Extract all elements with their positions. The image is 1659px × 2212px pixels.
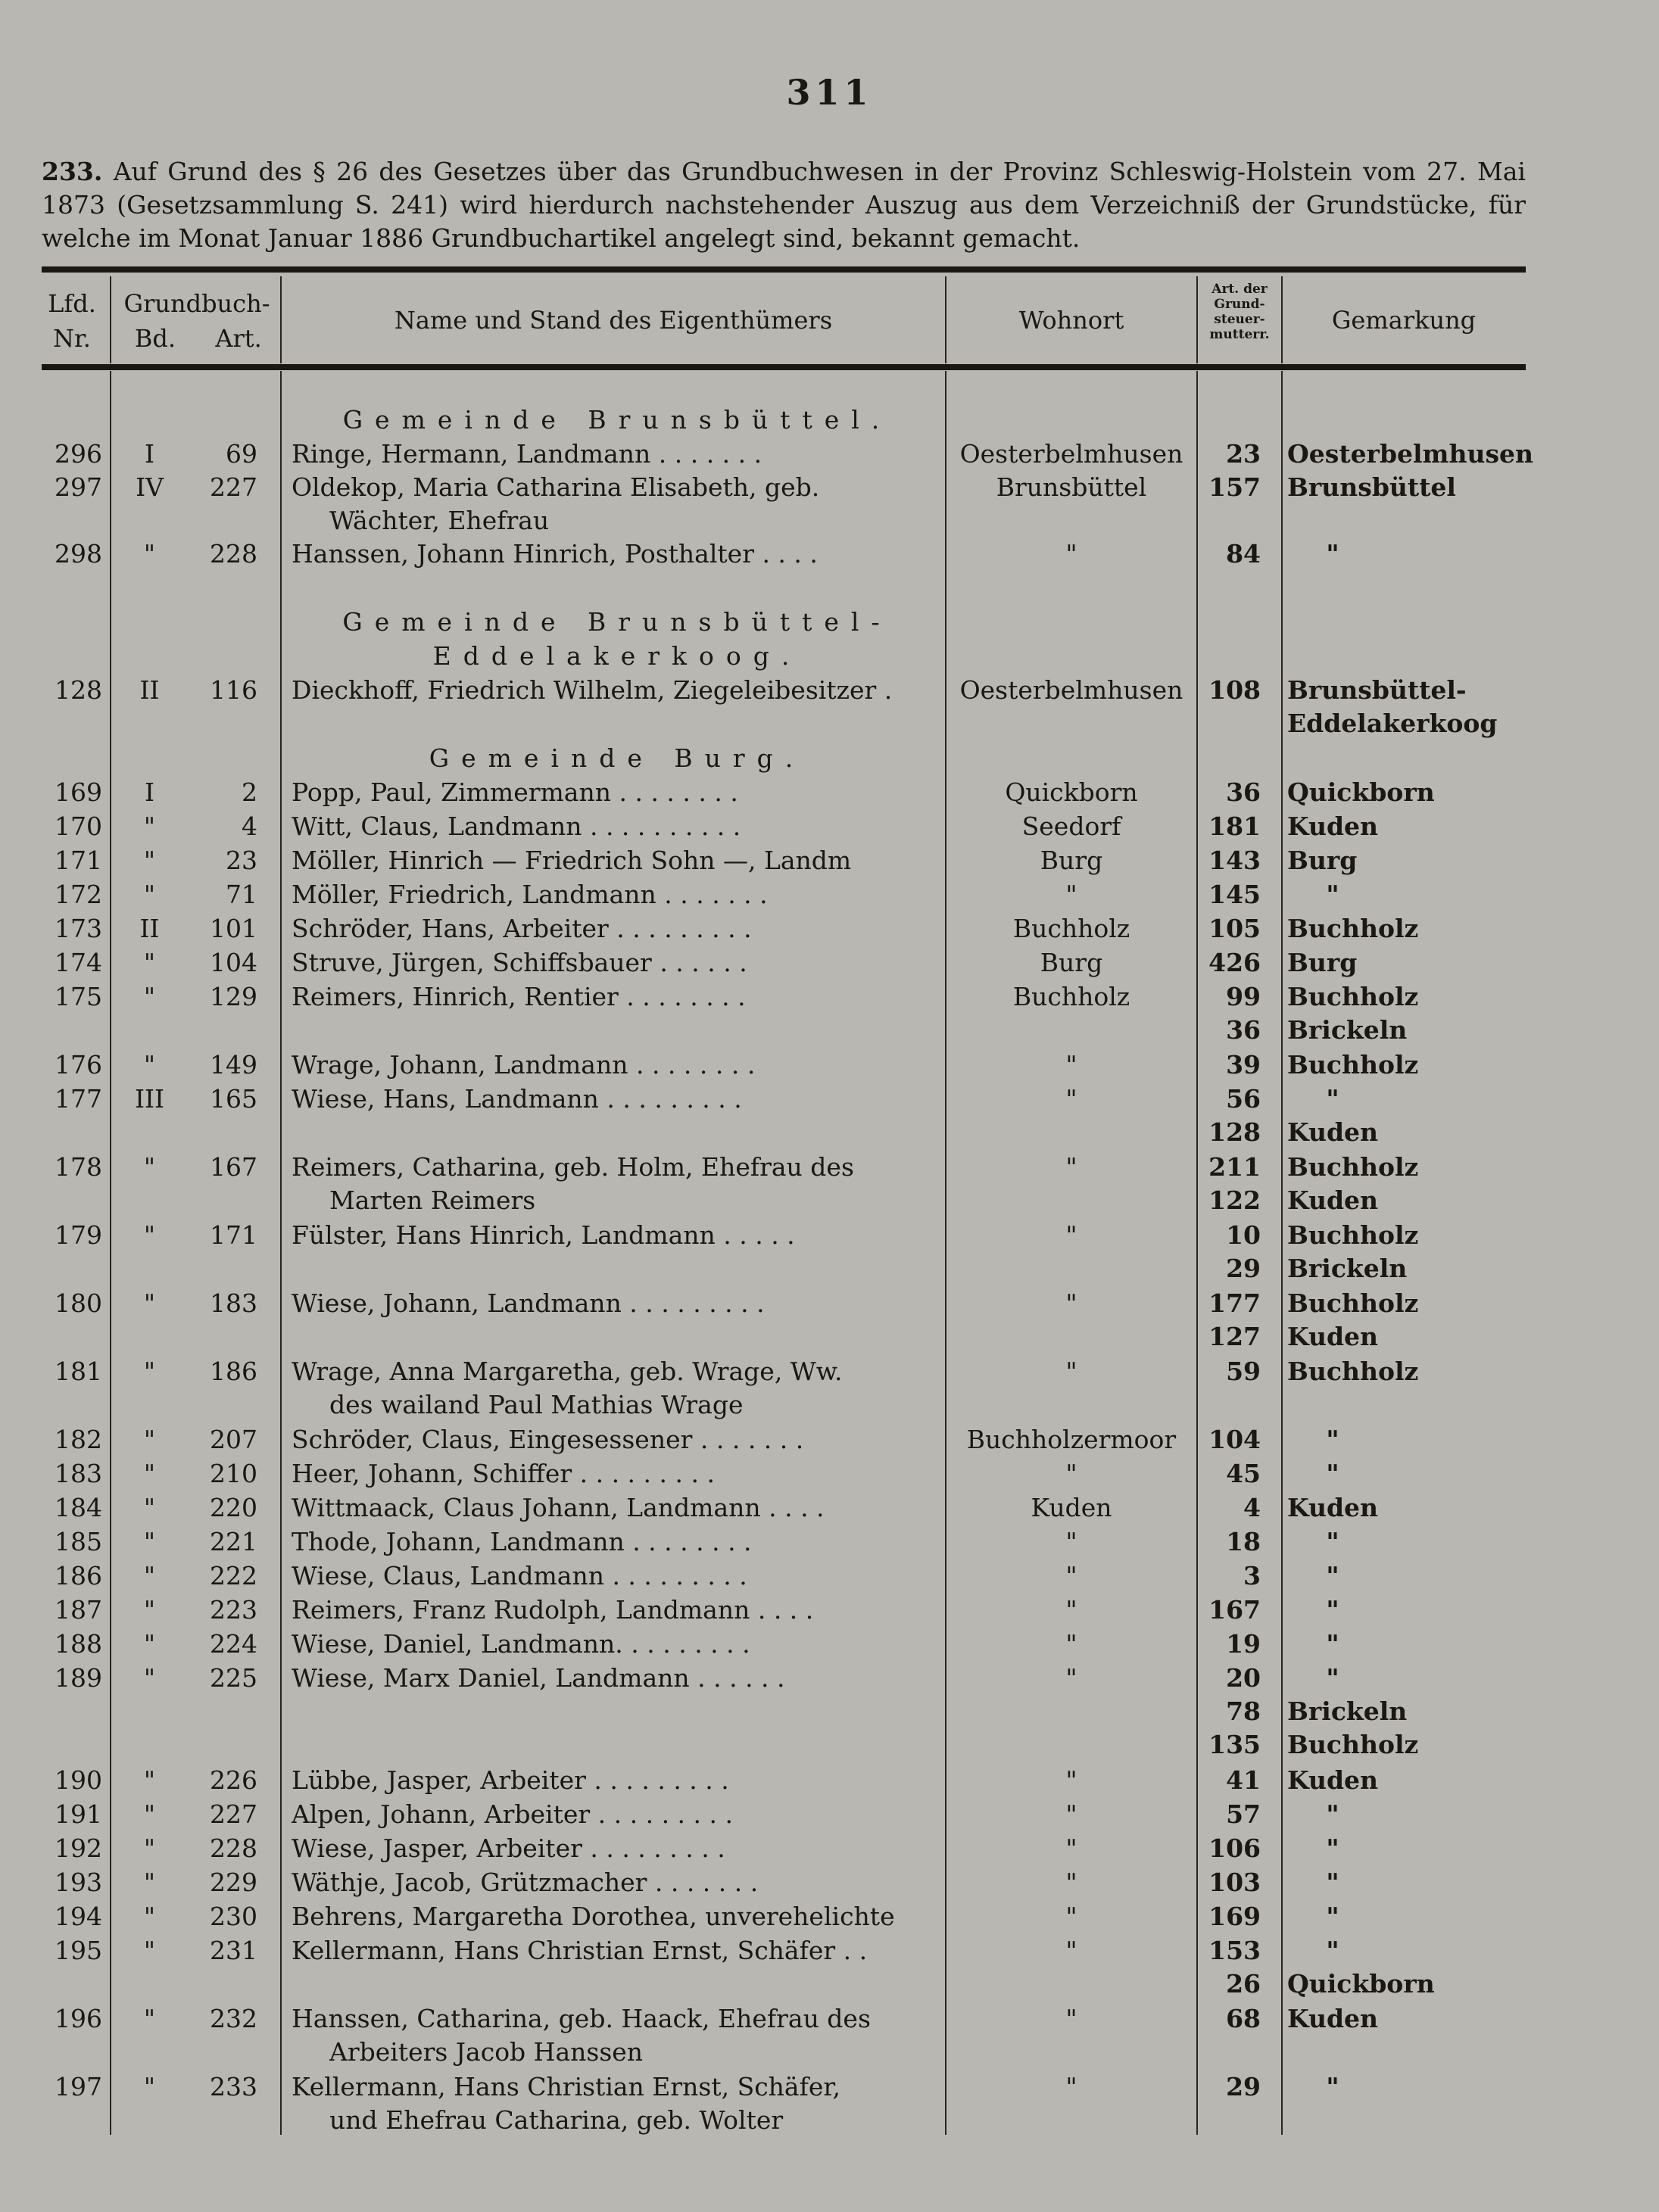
cell-wohnort: Burg: [1040, 846, 1103, 875]
cell-band: III: [134, 1084, 165, 1114]
cell-wohnort: ": [1065, 1527, 1077, 1556]
cell-lfd-nr: 184: [55, 1493, 102, 1522]
cell-grundsteuer-art: 145: [1208, 880, 1261, 909]
cell-band: ": [143, 1527, 156, 1556]
cell-band: ": [143, 1799, 156, 1829]
notice-text: Auf Grund des § 26 des Gesetzes über das Grundbuchwesen in der Provinz Schleswig-Holstein vom 27. Mai 1873 (Gesetzsammlung S. 241) wird hierdurch nachstehender Auszug aus dem Verzeichniß der Grundstücke, für welche im Monat Januar 1886 Grundbuchartikel angelegt sind, bekannt gemacht.: [42, 157, 1526, 253]
cell-lfd-nr: 175: [55, 982, 102, 1011]
cell-grundsteuer-art: 3: [1243, 1561, 1261, 1590]
cell-gemarkung: ": [1326, 1902, 1339, 1931]
notice-number: 233.: [42, 157, 103, 186]
cell-gemarkung: Burg: [1287, 846, 1358, 875]
cell-wohnort: ": [1065, 1595, 1077, 1625]
header-name: Name und Stand des Eigenthümers: [394, 306, 833, 335]
cell-owner-name: Witt, Claus, Landmann . . . . . . . . . .: [292, 812, 741, 841]
cell-band: ": [143, 1902, 156, 1931]
cell-owner-name: Thode, Johann, Landmann . . . . . . . .: [292, 1527, 752, 1556]
cell-wohnort: ": [1065, 1663, 1077, 1693]
cell-owner-name-continued: des wailand Paul Mathias Wrage: [329, 1390, 744, 1419]
cell-grundsteuer-art: 56: [1226, 1084, 1261, 1114]
cell-band: ": [143, 1868, 156, 1897]
cell-lfd-nr: 191: [55, 1799, 102, 1829]
cell-grundsteuer-art: 59: [1226, 1357, 1261, 1386]
cell-owner-name: Reimers, Franz Rudolph, Landmann . . . .: [292, 1595, 814, 1625]
cell-band: ": [143, 1493, 156, 1522]
cell-artikel: 129: [210, 982, 257, 1011]
cell-artikel: 165: [210, 1084, 257, 1114]
cell-gemarkung: Kuden: [1287, 1493, 1379, 1522]
cell-grundsteuer-art: 36: [1226, 777, 1261, 807]
cell-artikel: 224: [210, 1629, 257, 1659]
cell-gemarkung: ": [1326, 1833, 1339, 1863]
cell-wohnort: ": [1065, 1459, 1077, 1488]
cell-band: II: [139, 675, 160, 705]
cell-grundsteuer-art: 23: [1226, 439, 1261, 469]
cell-band: I: [144, 777, 155, 807]
cell-wohnort: ": [1065, 880, 1077, 909]
cell-wohnort: Buchholz: [1012, 982, 1130, 1011]
cell-band: ": [143, 1050, 156, 1080]
cell-lfd-nr: 183: [55, 1459, 102, 1488]
cell-lfd-nr: 174: [55, 948, 102, 977]
cell-owner-name: Wiese, Hans, Landmann . . . . . . . . .: [292, 1084, 742, 1114]
cell-owner-name: Wiese, Marx Daniel, Landmann . . . . . .: [292, 1663, 785, 1693]
cell-gemarkung: Buchholz: [1287, 1357, 1419, 1386]
cell-grundsteuer-art: 10: [1226, 1220, 1261, 1250]
cell-gemarkung: Buchholz: [1287, 982, 1419, 1011]
cell-grundsteuer-art-extra: 128: [1208, 1117, 1261, 1147]
header-bd: Bd.: [134, 324, 176, 353]
cell-owner-name: Dieckhoff, Friedrich Wilhelm, Ziegeleibesitzer .: [292, 675, 893, 705]
cell-lfd-nr: 170: [55, 812, 102, 841]
cell-grundsteuer-art: 99: [1226, 982, 1261, 1011]
cell-gemarkung: Kuden: [1287, 812, 1379, 841]
cell-owner-name: Wiese, Jasper, Arbeiter . . . . . . . . .: [292, 1833, 725, 1863]
cell-wohnort: ": [1065, 1220, 1077, 1250]
cell-lfd-nr: 176: [55, 1050, 102, 1080]
cell-owner-name: Schröder, Hans, Arbeiter . . . . . . . . .: [292, 914, 752, 943]
cell-owner-name: Ringe, Hermann, Landmann . . . . . . .: [292, 439, 762, 469]
header-lfd-nr: [34, 286, 110, 356]
cell-wohnort: ": [1065, 1936, 1077, 1965]
cell-grundsteuer-art-extra: 78: [1226, 1696, 1261, 1726]
cell-owner-name: Wrage, Johann, Landmann . . . . . . . .: [292, 1050, 756, 1080]
header-wohnort: Wohnort: [1018, 306, 1124, 335]
section-title: Gemeinde Brunsbüttel.: [342, 405, 892, 435]
cell-lfd-nr: 297: [55, 472, 102, 502]
cell-grundsteuer-art: 39: [1226, 1050, 1261, 1080]
header-art-der-4: mutterr.: [1209, 327, 1270, 342]
header-top-rule: [42, 266, 1526, 273]
cell-wohnort: ": [1065, 1765, 1077, 1795]
cell-owner-name-continued: und Ehefrau Catharina, geb. Wolter: [329, 2105, 784, 2135]
cell-gemarkung: ": [1326, 1527, 1339, 1556]
cell-artikel: 228: [210, 1833, 257, 1863]
cell-grundsteuer-art: 57: [1226, 1799, 1261, 1829]
cell-gemarkung: ": [1326, 880, 1339, 909]
cell-gemarkung: Buchholz: [1287, 1050, 1419, 1080]
cell-owner-name-continued: Arbeiters Jacob Hanssen: [329, 2037, 644, 2067]
header-lfd: Lfd.: [48, 289, 96, 318]
cell-lfd-nr: 196: [55, 2004, 102, 2033]
cell-gemarkung: ": [1326, 539, 1339, 569]
cell-artikel: 233: [210, 2072, 257, 2101]
cell-band: ": [143, 2004, 156, 2033]
cell-band: ": [143, 1595, 156, 1625]
cell-gemarkung: ": [1326, 1936, 1339, 1965]
cell-grundsteuer-art: 29: [1226, 2072, 1261, 2101]
cell-owner-name: Möller, Hinrich — Friedrich Sohn —, Landm: [292, 846, 852, 875]
cell-grundsteuer-art-extra: 29: [1226, 1254, 1261, 1283]
cell-gemarkung: ": [1326, 1561, 1339, 1590]
cell-grundsteuer-art: 177: [1208, 1288, 1261, 1318]
cell-gemarkung-extra: Brickeln: [1287, 1015, 1408, 1045]
cell-band: ": [143, 1459, 156, 1488]
cell-artikel: 225: [210, 1663, 257, 1693]
cell-gemarkung-extra: Kuden: [1287, 1117, 1379, 1147]
cell-wohnort: Buchholzermoor: [966, 1425, 1177, 1454]
cell-grundsteuer-art: 84: [1226, 539, 1261, 569]
cell-wohnort: ": [1065, 2004, 1077, 2033]
cell-wohnort: Kuden: [1031, 1493, 1112, 1522]
cell-band: ": [143, 539, 156, 569]
cell-grundsteuer-art: 167: [1208, 1595, 1261, 1625]
cell-grundsteuer-art: 105: [1208, 914, 1261, 943]
cell-gemarkung: ": [1326, 1663, 1339, 1693]
cell-gemarkung: ": [1326, 2072, 1339, 2101]
cell-gemarkung: Buchholz: [1287, 1288, 1419, 1318]
cell-gemarkung: ": [1326, 1459, 1339, 1488]
cell-lfd-nr: 197: [55, 2072, 102, 2101]
cell-gemarkung: ": [1326, 1084, 1339, 1114]
cell-artikel: 222: [210, 1561, 257, 1590]
cell-artikel: 167: [210, 1152, 257, 1182]
cell-wohnort: ": [1065, 1868, 1077, 1897]
cell-owner-name: Alpen, Johann, Arbeiter . . . . . . . . .: [292, 1799, 733, 1829]
cell-owner-name: Hanssen, Johann Hinrich, Posthalter . . . .: [292, 539, 818, 569]
cell-wohnort: ": [1065, 2072, 1077, 2101]
page-number: 311: [786, 72, 873, 113]
cell-gemarkung: Kuden: [1287, 2004, 1379, 2033]
cell-artikel: 69: [226, 439, 257, 469]
cell-artikel: 228: [210, 539, 257, 569]
cell-grundsteuer-art: 426: [1208, 948, 1261, 977]
cell-grundsteuer-art: 18: [1226, 1527, 1261, 1556]
cell-artikel: 171: [210, 1220, 257, 1250]
cell-owner-name: Wittmaack, Claus Johann, Landmann . . . .: [292, 1493, 825, 1522]
cell-band: ": [143, 1357, 156, 1386]
cell-artikel: 210: [210, 1459, 257, 1488]
header-grundbuch-label: Grundbuch-: [123, 289, 270, 318]
cell-lfd-nr: 296: [55, 439, 102, 469]
cell-owner-name-continued: Marten Reimers: [329, 1185, 536, 1215]
cell-owner-name: Wiese, Daniel, Landmann. . . . . . . . .: [292, 1629, 750, 1659]
cell-band: ": [143, 948, 156, 977]
cell-artikel: 71: [226, 880, 257, 909]
cell-band: ": [143, 846, 156, 875]
section-title: Gemeinde Brunsbüttel-: [342, 607, 892, 637]
cell-wohnort: ": [1065, 1152, 1077, 1182]
cell-band: ": [143, 1220, 156, 1250]
cell-gemarkung: Quickborn: [1287, 777, 1435, 807]
header-divider: [110, 276, 111, 363]
cell-owner-name-continued: Wächter, Ehefrau: [329, 506, 550, 535]
cell-lfd-nr: 298: [55, 539, 102, 569]
cell-grundsteuer-art: 20: [1226, 1663, 1261, 1693]
cell-band: ": [143, 1833, 156, 1863]
cell-wohnort: Burg: [1040, 948, 1103, 977]
cell-owner-name: Wiese, Claus, Landmann . . . . . . . . .: [292, 1561, 747, 1590]
cell-grundsteuer-art: 106: [1208, 1833, 1261, 1863]
cell-wohnort: ": [1065, 1050, 1077, 1080]
cell-artikel: 101: [210, 914, 257, 943]
cell-gemarkung-extra: Eddelakerkoog: [1287, 709, 1498, 738]
cell-artikel: 116: [210, 675, 257, 705]
cell-lfd-nr: 188: [55, 1629, 102, 1659]
header-grundbuch: [114, 286, 280, 356]
cell-grundsteuer-art: 181: [1208, 812, 1261, 841]
cell-wohnort: Oesterbelmhusen: [959, 675, 1183, 705]
cell-owner-name: Heer, Johann, Schiffer . . . . . . . . .: [292, 1459, 715, 1488]
cell-grundsteuer-art: 143: [1208, 846, 1261, 875]
header-art-der-3: steuer-: [1214, 312, 1265, 327]
cell-owner-name: Struve, Jürgen, Schiffsbauer . . . . . .: [292, 948, 747, 977]
cell-owner-name: Kellermann, Hans Christian Ernst, Schäfer . .: [292, 1936, 868, 1965]
cell-artikel: 4: [242, 812, 257, 841]
cell-owner-name: Reimers, Hinrich, Rentier . . . . . . . .: [292, 982, 746, 1011]
cell-gemarkung: ": [1326, 1868, 1339, 1897]
cell-grundsteuer-art-extra: 127: [1208, 1322, 1261, 1351]
cell-band: ": [143, 1629, 156, 1659]
cell-band: ": [143, 1663, 156, 1693]
cell-wohnort: Brunsbüttel: [996, 472, 1147, 502]
cell-lfd-nr: 195: [55, 1936, 102, 1965]
cell-gemarkung: Buchholz: [1287, 1220, 1419, 1250]
cell-wohnort: Buchholz: [1012, 914, 1130, 943]
cell-lfd-nr: 192: [55, 1833, 102, 1863]
cell-grundsteuer-art-extra: 36: [1226, 1015, 1261, 1045]
cell-grundsteuer-art: 68: [1226, 2004, 1261, 2033]
cell-owner-name: Fülster, Hans Hinrich, Landmann . . . . .: [292, 1220, 795, 1250]
cell-owner-name: Wrage, Anna Margaretha, geb. Wrage, Ww.: [292, 1357, 843, 1386]
cell-wohnort: ": [1065, 1833, 1077, 1863]
cell-wohnort: ": [1065, 1084, 1077, 1114]
cell-grundsteuer-art-extra: 26: [1226, 1969, 1261, 1999]
cell-grundsteuer-art: 157: [1208, 472, 1261, 502]
cell-artikel: 186: [210, 1357, 257, 1386]
cell-artikel: 231: [210, 1936, 257, 1965]
cell-wohnort: ": [1065, 1357, 1077, 1386]
column-divider: [945, 371, 946, 2135]
cell-owner-name: Reimers, Catharina, geb. Holm, Ehefrau des: [292, 1152, 854, 1182]
cell-grundsteuer-art: 103: [1208, 1868, 1261, 1897]
cell-gemarkung-extra: Kuden: [1287, 1322, 1379, 1351]
cell-lfd-nr: 181: [55, 1357, 102, 1386]
cell-wohnort: Oesterbelmhusen: [959, 439, 1183, 469]
cell-gemarkung: ": [1326, 1799, 1339, 1829]
cell-artikel: 226: [210, 1765, 257, 1795]
cell-owner-name: Hanssen, Catharina, geb. Haack, Ehefrau des: [292, 2004, 871, 2033]
cell-lfd-nr: 173: [55, 914, 102, 943]
cell-gemarkung: Burg: [1287, 948, 1358, 977]
column-divider: [1196, 371, 1198, 2135]
cell-lfd-nr: 172: [55, 880, 102, 909]
cell-band: ": [143, 880, 156, 909]
cell-grundsteuer-art: 169: [1208, 1902, 1261, 1931]
cell-owner-name: Wiese, Johann, Landmann . . . . . . . . .: [292, 1288, 765, 1318]
cell-gemarkung: ": [1326, 1629, 1339, 1659]
cell-band: ": [143, 1936, 156, 1965]
cell-lfd-nr: 179: [55, 1220, 102, 1250]
cell-artikel: 227: [210, 472, 257, 502]
cell-band: II: [139, 914, 160, 943]
cell-owner-name: Oldekop, Maria Catharina Elisabeth, geb.: [292, 472, 820, 502]
header-gemarkung: Gemarkung: [1331, 306, 1477, 335]
cell-owner-name: Schröder, Claus, Eingesessener . . . . . . .: [292, 1425, 804, 1454]
cell-owner-name: Kellermann, Hans Christian Ernst, Schäfer,: [292, 2072, 840, 2101]
cell-owner-name: Möller, Friedrich, Landmann . . . . . . .: [292, 880, 768, 909]
cell-lfd-nr: 128: [55, 675, 102, 705]
cell-wohnort: ": [1065, 1561, 1077, 1590]
section-title: Eddelakerkoog.: [432, 641, 802, 671]
cell-lfd-nr: 187: [55, 1595, 102, 1625]
cell-gemarkung-extra: Quickborn: [1287, 1969, 1435, 1999]
cell-gemarkung-extra: Brickeln: [1287, 1254, 1408, 1283]
header-bottom-rule: [42, 364, 1526, 370]
cell-lfd-nr: 177: [55, 1084, 102, 1114]
column-divider: [1281, 371, 1283, 2135]
section-title: Gemeinde Burg.: [429, 743, 806, 773]
cell-lfd-nr: 178: [55, 1152, 102, 1182]
cell-grundsteuer-art: 104: [1208, 1425, 1261, 1454]
cell-grundsteuer-art: 4: [1243, 1493, 1261, 1522]
cell-grundsteuer-art: 41: [1226, 1765, 1261, 1795]
cell-wohnort: ": [1065, 1288, 1077, 1318]
column-divider: [110, 371, 111, 2135]
intro-paragraph: [42, 155, 1526, 255]
cell-gemarkung: ": [1326, 1595, 1339, 1625]
cell-gemarkung: Buchholz: [1287, 914, 1419, 943]
cell-artikel: 207: [210, 1425, 257, 1454]
cell-artikel: 221: [210, 1527, 257, 1556]
cell-band: I: [144, 439, 155, 469]
cell-wohnort: ": [1065, 1902, 1077, 1931]
cell-grundsteuer-art: 19: [1226, 1629, 1261, 1659]
cell-artikel: 220: [210, 1493, 257, 1522]
cell-lfd-nr: 169: [55, 777, 102, 807]
cell-grundsteuer-art: 108: [1208, 675, 1261, 705]
cell-artikel: 232: [210, 2004, 257, 2033]
cell-grundsteuer-art-extra: 135: [1208, 1730, 1261, 1759]
cell-lfd-nr: 194: [55, 1902, 102, 1931]
cell-lfd-nr: 193: [55, 1868, 102, 1897]
cell-gemarkung-extra: Brickeln: [1287, 1696, 1408, 1726]
cell-owner-name: Behrens, Margaretha Dorothea, unverehelichte: [292, 1902, 895, 1931]
cell-lfd-nr: 180: [55, 1288, 102, 1318]
cell-band: ": [143, 812, 156, 841]
cell-wohnort: ": [1065, 539, 1077, 569]
cell-band: ": [143, 1561, 156, 1590]
cell-grundsteuer-art: 153: [1208, 1936, 1261, 1965]
cell-band: ": [143, 1765, 156, 1795]
cell-lfd-nr: 186: [55, 1561, 102, 1590]
cell-lfd-nr: 171: [55, 846, 102, 875]
cell-artikel: 149: [210, 1050, 257, 1080]
cell-gemarkung-extra: Kuden: [1287, 1185, 1379, 1215]
cell-wohnort: Seedorf: [1021, 812, 1121, 841]
column-divider: [280, 371, 282, 2135]
cell-artikel: 229: [210, 1868, 257, 1897]
cell-grundsteuer-art-extra: 122: [1208, 1185, 1261, 1215]
cell-gemarkung-extra: Buchholz: [1287, 1730, 1419, 1759]
cell-wohnort: ": [1065, 1629, 1077, 1659]
cell-artikel: 2: [242, 777, 257, 807]
cell-gemarkung: ": [1326, 1425, 1339, 1454]
cell-artikel: 183: [210, 1288, 257, 1318]
cell-gemarkung: Kuden: [1287, 1765, 1379, 1795]
cell-artikel: 227: [210, 1799, 257, 1829]
cell-lfd-nr: 185: [55, 1527, 102, 1556]
cell-wohnort: ": [1065, 1799, 1077, 1829]
cell-lfd-nr: 189: [55, 1663, 102, 1693]
cell-band: ": [143, 982, 156, 1011]
cell-owner-name: Popp, Paul, Zimmermann . . . . . . . .: [292, 777, 738, 807]
cell-owner-name: Wäthje, Jacob, Grützmacher . . . . . . .: [292, 1868, 759, 1897]
cell-artikel: 223: [210, 1595, 257, 1625]
cell-band: IV: [136, 472, 164, 502]
header-nr: Nr.: [53, 324, 91, 353]
cell-artikel: 230: [210, 1902, 257, 1931]
cell-band: ": [143, 1425, 156, 1454]
header-art: Art.: [215, 324, 262, 353]
cell-lfd-nr: 182: [55, 1425, 102, 1454]
cell-band: ": [143, 1288, 156, 1318]
cell-gemarkung: Brunsbüttel: [1287, 472, 1456, 502]
header-art-der-2: Grund-: [1214, 297, 1265, 312]
cell-artikel: 23: [226, 846, 257, 875]
header-art-der-grundsteuer: [1198, 282, 1281, 342]
cell-band: ": [143, 1152, 156, 1182]
header-art-der-1: Art. der: [1212, 282, 1268, 297]
cell-gemarkung: Brunsbüttel-: [1287, 675, 1467, 705]
cell-artikel: 104: [210, 948, 257, 977]
cell-gemarkung: Oesterbelmhusen: [1287, 439, 1534, 469]
cell-grundsteuer-art: 211: [1208, 1152, 1261, 1182]
cell-gemarkung: Buchholz: [1287, 1152, 1419, 1182]
cell-grundsteuer-art: 45: [1226, 1459, 1261, 1488]
cell-owner-name: Lübbe, Jasper, Arbeiter . . . . . . . . .: [292, 1765, 729, 1795]
cell-wohnort: Quickborn: [1005, 777, 1138, 807]
cell-lfd-nr: 190: [55, 1765, 102, 1795]
cell-band: ": [143, 2072, 156, 2101]
